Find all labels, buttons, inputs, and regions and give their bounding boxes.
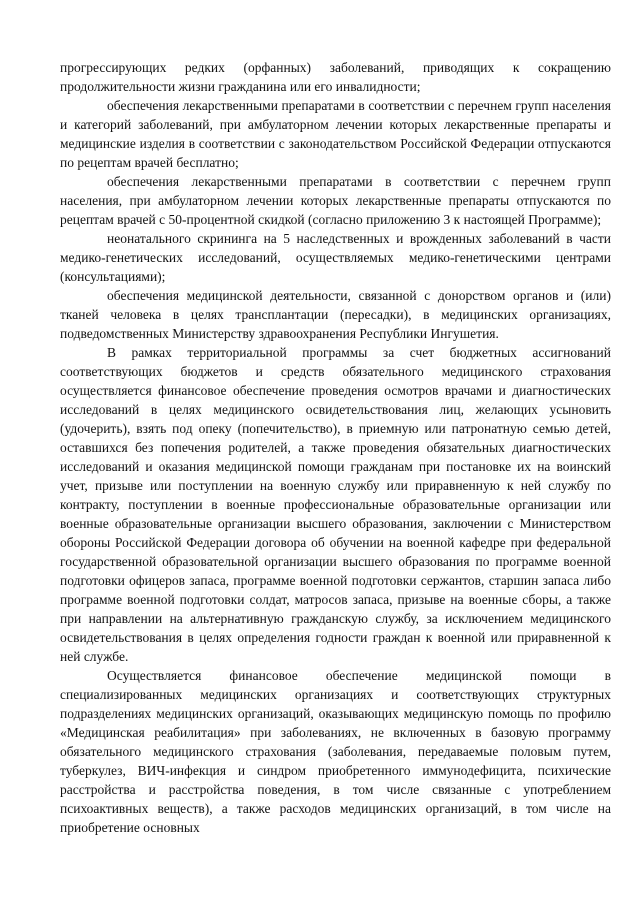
paragraph-organ-donation: обеспечения медицинской деятельности, связанной с донорством органов и (или) тканей человека в целях трансплантации (пересадки), в медицинских организациях, подведомственных Министерству здравоохранения Республики Ингушетия.: [60, 288, 611, 341]
paragraph-financial-support: Осуществляется финансовое обеспечение медицинской помощи в специализированных медицинских организациях и соответствующих структурных подразделениях медицинских организаций, оказывающих медицинскую помощь по профилю «Медицинская реабилитация» при заболеваниях, не включенных в базовую программу обязательного медицинского страхования (заболевания, передаваемые половым путем, туберкулез, ВИЧ-инфекция и синдром приобретенного иммунодефицита, психические расстройства и расстройства поведения, в том числе связанные с употреблением психоактивных веществ), а также расходов медицинских организаций, в том числе на приобретение основных: [60, 668, 611, 835]
paragraph-discount-medication: обеспечения лекарственными препаратами в соответствии с перечнем групп населения, при амбулаторном лечении которых лекарственные препараты отпускаются по рецептам врачей с 50-процентной скидкой (согласно приложению 3 к настоящей Программе);: [60, 174, 611, 227]
document-page: [60, 58, 611, 837]
paragraph-orphan-diseases-continuation: прогрессирующих редких (орфанных) заболеваний, приводящих к сокращению продолжительности жизни гражданина или его инвалидности;: [60, 60, 611, 94]
paragraph-neonatal-screening: неонатального скрининга на 5 наследственных и врожденных заболеваний в части медико-генетических исследований, осуществляемых медико-генетическими центрами (консультациями);: [60, 231, 611, 284]
paragraph-free-medication: обеспечения лекарственными препаратами в соответствии с перечнем групп населения и категорий заболеваний, при амбулаторном лечении которых лекарственные препараты и медицинские изделия в соответствии с законодательством Российской Федерации отпускаются по рецептам врачей бесплатно;: [60, 98, 611, 170]
paragraph-territorial-program: В рамках территориальной программы за счет бюджетных ассигнований соответствующих бюджетов и средств обязательного медицинского страхования осуществляется финансовое обеспечение проведения осмотров врачами и диагностических исследований в целях медицинского освидетельствования лиц, желающих усыновить (удочерить), взять под опеку (попечительство), в приемную или патронатную семью детей, оставшихся без попечения родителей, а также проведения обязательных диагностических исследований и оказания медицинской помощи гражданам при постановке их на воинский учет, призыве или поступлении на военную службу или приравненную к ней службу по контракту, поступлении в военные профессиональные образовательные организации или военные образовательные организации высшего образования, заключении с Министерством обороны Российской Федерации договора об обучении на военной кафедре при федеральной государственной образовательной организации высшего образования по программе военной подготовки офицеров запаса, программе военной подготовки сержантов, старшин запаса либо программе военной подготовки солдат, матросов запаса, призыве на военные сборы, а также при направлении на альтернативную гражданскую службу, за исключением медицинского освидетельствования в целях определения годности граждан к военной или приравненной к ней службе.: [60, 345, 611, 664]
